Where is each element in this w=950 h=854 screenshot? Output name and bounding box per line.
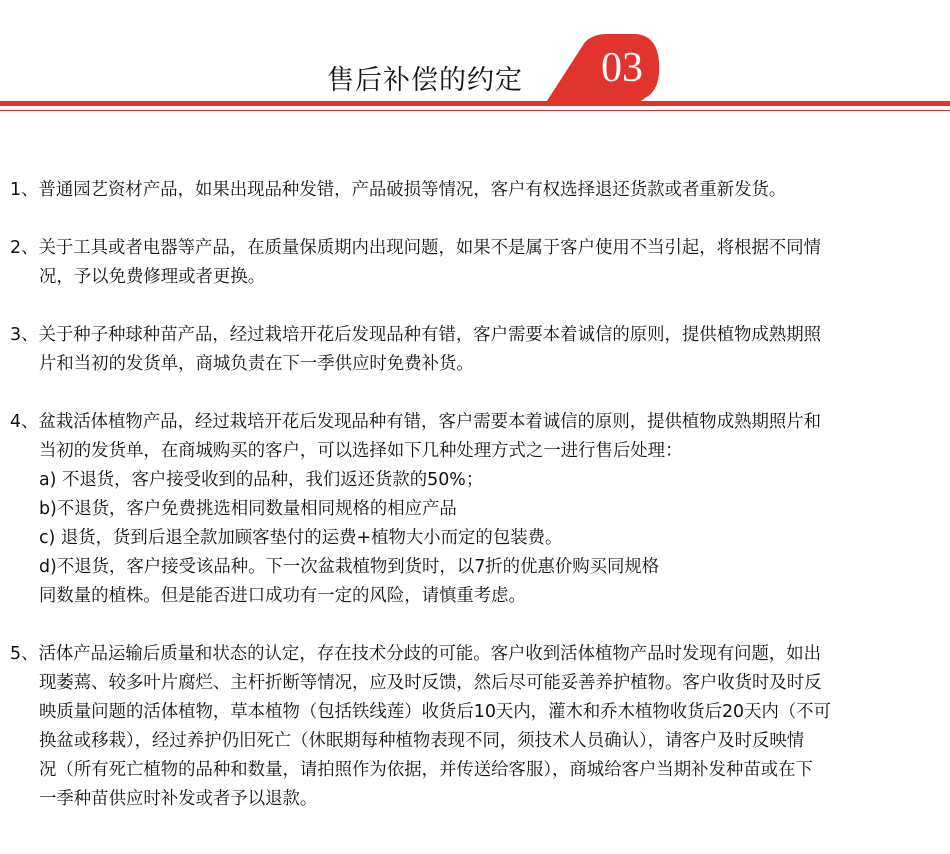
- header-rule-thin: [0, 110, 950, 111]
- term-item-1: [0, 176, 950, 205]
- term-line: 3、关于种子种球种苗产品，经过栽培开花后发现品种有错，客户需要本着诚信的原则，提供植物成熟期照: [10, 325, 822, 345]
- term-item-2: [0, 234, 950, 292]
- section-title: 售后补偿的约定: [327, 65, 523, 96]
- term-item-3: [0, 321, 950, 379]
- term-line: 一季种苗供应时补发或者予以退款。: [39, 789, 318, 809]
- term-option-line: 同数量的植株。但是能否进口成功有一定的风险，请慎重考虑。: [39, 586, 526, 606]
- term-line: 4、盆栽活体植物产品，经过栽培开花后发现品种有错，客户需要本着诚信的原则，提供植物成熟期照片和: [10, 412, 822, 432]
- term-line: 1、普通园艺资材产品，如果出现品种发错，产品破损等情况，客户有权选择退还货款或者重新发货。: [10, 180, 787, 200]
- header-rule-thick: [0, 101, 950, 106]
- term-item-4: [0, 408, 950, 611]
- term-line: 况，予以免费修理或者更换。: [39, 267, 266, 287]
- term-line: 况（所有死亡植物的品种和数量，请拍照作为依据，并传送给客服），商城给客户当期补发种苗或在下: [39, 760, 813, 780]
- term-line: 映质量问题的活体植物，草本植物（包括铁线莲）收货后10天内，灌木和乔木植物收货后20天内（不可: [39, 702, 832, 722]
- term-line: 换盆或移栽），经过养护仍旧死亡（休眠期每种植物表现不同，须技术人员确认），请客户及时反映情: [39, 731, 805, 751]
- term-line: 5、活体产品运输后质量和状态的认定，存在技术分歧的可能。客户收到活体植物产品时发现有问题，如出: [10, 644, 822, 664]
- term-item-5: [0, 640, 950, 814]
- section-header: [0, 0, 950, 130]
- section-number: 03: [601, 45, 643, 91]
- term-line: 现萎蔫、较多叶片腐烂、主杆折断等情况，应及时反馈，然后尽可能妥善养护植物。客户收货时及时反: [39, 673, 822, 693]
- term-line: 2、关于工具或者电器等产品，在质量保质期内出现问题，如果不是属于客户使用不当引起，将根据不同情: [10, 238, 822, 258]
- term-line: 当初的发货单，在商城购买的客户，可以选择如下几种处理方式之一进行售后处理：: [39, 441, 683, 461]
- term-line: 片和当初的发货单，商城负责在下一季供应时免费补货。: [39, 354, 474, 374]
- term-option-line: a) 不退货，客户接受收到的品种，我们返还货款的50%；: [39, 470, 484, 490]
- term-option-line: b)不退货，客户免费挑选相同数量相同规格的相应产品: [39, 499, 457, 519]
- terms-list: [0, 176, 950, 843]
- term-option-line: d)不退货，客户接受该品种。下一次盆栽植物到货时，以7折的优惠价购买同规格: [39, 557, 660, 577]
- term-option-line: c) 退货，货到后退全款加顾客垫付的运费+植物大小而定的包装费。: [39, 528, 563, 548]
